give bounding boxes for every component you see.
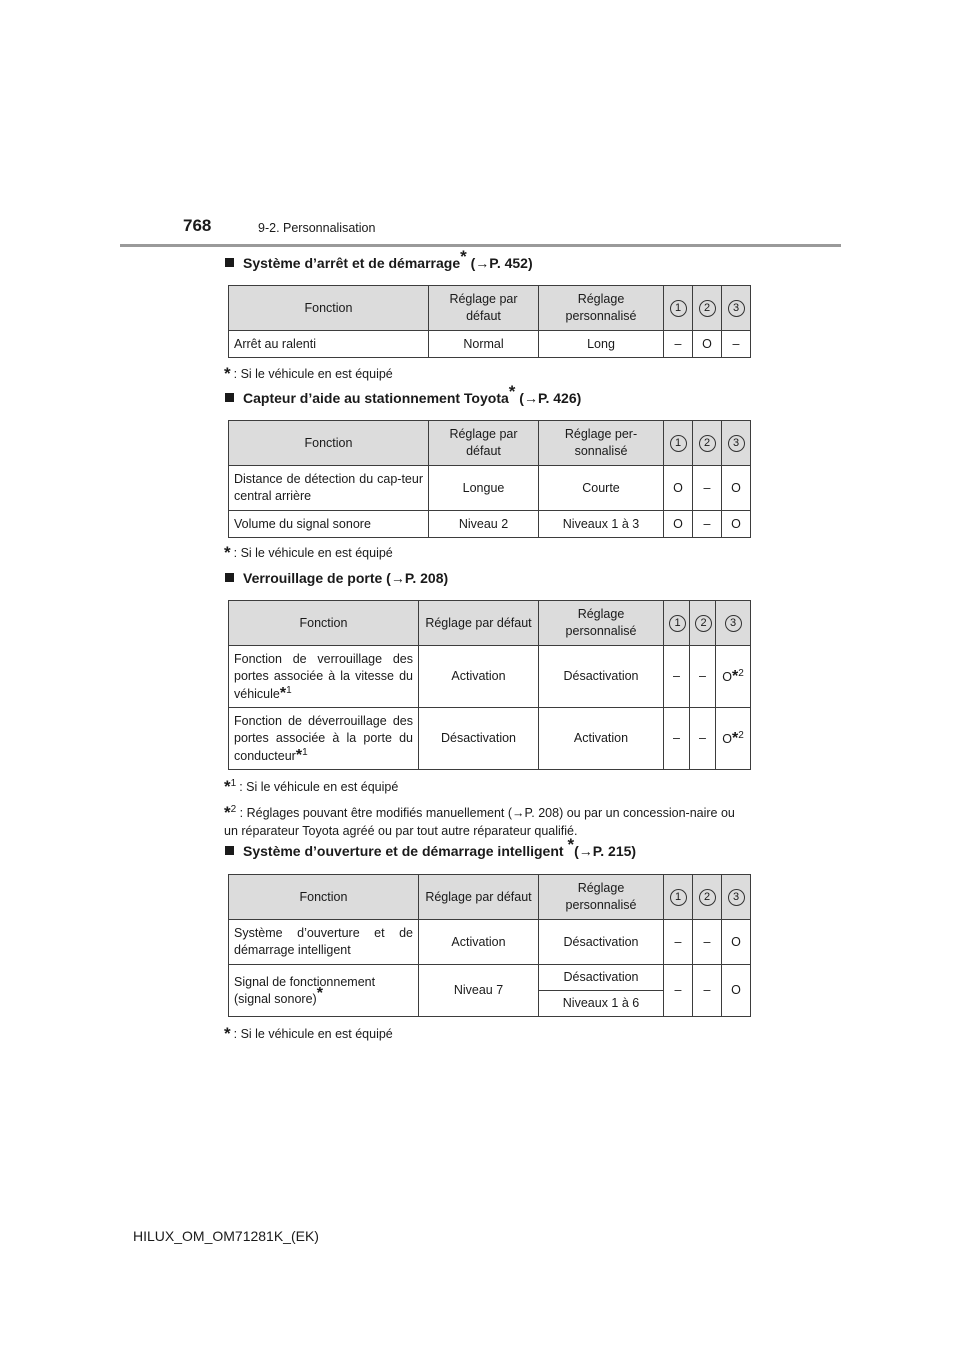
cell-perso: Désactivation	[539, 646, 664, 708]
cell-perso: Désactivation	[539, 965, 664, 991]
footnote-star: *$^1$	[224, 777, 237, 796]
col-header: Fonction	[229, 601, 419, 646]
cell-perso: Niveaux 1 à 6	[539, 991, 664, 1017]
cell-1: –	[664, 965, 693, 1017]
footnote-text: : Réglages pouvant être modifiés manuellement (→P. 208) ou par un concession-naire ou un réparateur Toyota agréé ou par tout autre réparateur qualifié.	[224, 806, 735, 838]
page-reference: (→P. 426)	[515, 390, 582, 406]
table-door-lock	[228, 600, 751, 770]
heading-text: Système d’ouverture et de démarrage intelligent	[243, 843, 568, 859]
cell-1: –	[664, 708, 690, 770]
footnote	[224, 1024, 393, 1044]
page-reference: (→P. 452)	[466, 255, 533, 271]
cell-perso: Niveaux 1 à 3	[539, 511, 664, 538]
col-header: Réglage personnalisé	[539, 286, 664, 331]
col-header: Réglage personnalisé	[539, 601, 664, 646]
col-header	[664, 601, 690, 646]
footnote	[224, 777, 398, 797]
col-header	[664, 286, 693, 331]
footnote-mark: 2	[230, 804, 237, 815]
col-header	[690, 601, 716, 646]
footnote-mark: 1	[286, 684, 292, 696]
footnote-mark: 2	[738, 667, 744, 679]
cell-3	[716, 646, 751, 708]
table-row	[229, 331, 751, 358]
table-row	[229, 708, 751, 770]
circled-number-icon: 2	[699, 435, 716, 452]
cell-2: –	[690, 708, 716, 770]
cell-text: O	[722, 669, 732, 684]
col-header	[693, 875, 722, 920]
circled-number-icon: 1	[670, 300, 687, 317]
col-header: Fonction	[229, 286, 429, 331]
cell-2: –	[693, 466, 722, 511]
section-title: 9-2. Personnalisation	[258, 221, 376, 235]
footnote-mark: 1	[230, 778, 237, 789]
circled-number-icon: 2	[699, 300, 716, 317]
footer-document-code: HILUX_OM_OM71281K_(EK)	[133, 1228, 319, 1244]
circled-number-icon: 3	[728, 435, 745, 452]
footnote-star: *	[316, 984, 323, 1002]
footnote	[224, 364, 393, 384]
heading-stop-start	[225, 247, 533, 271]
cell-perso: Courte	[539, 466, 664, 511]
footnote-text: : Si le véhicule en est équipé	[233, 367, 393, 381]
cell-text: O	[722, 731, 732, 746]
cell-3: O	[722, 965, 751, 1017]
table-row	[229, 511, 751, 538]
circled-number-icon: 3	[728, 300, 745, 317]
col-header: Réglage personnalisé	[539, 875, 664, 920]
page-reference: (→P. 208)	[382, 570, 449, 586]
cell-defaut: Normal	[429, 331, 539, 358]
col-header	[722, 875, 751, 920]
cell-perso: Long	[539, 331, 664, 358]
cell-1: –	[664, 920, 693, 965]
footnote-star: *	[224, 364, 231, 383]
cell-2: –	[690, 646, 716, 708]
footnote-star: *	[224, 1024, 231, 1043]
cell-2: –	[693, 511, 722, 538]
footnote	[224, 801, 750, 840]
cell-defaut: Activation	[419, 646, 539, 708]
footnote-star: *	[567, 835, 575, 854]
cell-text: Signal de fonctionnement (signal sonore)	[234, 974, 376, 1006]
heading-text: Verrouillage de porte	[243, 570, 383, 586]
col-header	[693, 286, 722, 331]
heading-smart-entry	[225, 835, 637, 859]
cell-defaut: Longue	[429, 466, 539, 511]
footnote-mark: 2	[738, 729, 744, 741]
cell-3: O	[722, 466, 751, 511]
col-header: Réglage par défaut	[429, 286, 539, 331]
cell-2: –	[693, 965, 722, 1017]
circled-number-icon: 1	[669, 615, 686, 632]
col-header: Réglage par défaut	[419, 601, 539, 646]
footnote-star: *	[731, 667, 739, 685]
cell-perso: Désactivation	[539, 920, 664, 965]
cell-defaut: Niveau 2	[429, 511, 539, 538]
cell-3: O	[722, 920, 751, 965]
table-smart-entry	[228, 874, 751, 1017]
heading-text: Capteur d’aide au stationnement Toyota	[243, 390, 509, 406]
table-row	[229, 466, 751, 511]
cell-3	[716, 708, 751, 770]
cell-1: –	[664, 331, 693, 358]
cell-text: Fonction de déverrouillage des portes associée à la porte du conducteur	[234, 713, 413, 763]
cell-defaut: Activation	[419, 920, 539, 965]
circled-number-icon: 3	[728, 889, 745, 906]
table-row	[229, 646, 751, 708]
footnote-star: *	[295, 746, 303, 764]
cell-fonction: Volume du signal sonore	[229, 511, 429, 538]
cell-perso: Activation	[539, 708, 664, 770]
header-divider	[120, 244, 841, 247]
col-header: Réglage par défaut	[429, 421, 539, 466]
cell-2: –	[693, 920, 722, 965]
col-header: Réglage par défaut	[419, 875, 539, 920]
table-stop-start	[228, 285, 751, 358]
cell-1: O	[664, 511, 693, 538]
page-reference: (→P. 215)	[574, 843, 637, 859]
cell-fonction	[229, 965, 419, 1017]
cell-fonction	[229, 646, 419, 708]
heading-text: Système d’arrêt et de démarrage	[243, 255, 461, 271]
cell-fonction: Distance de détection du cap-teur central arrière	[229, 466, 429, 511]
cell-3: –	[722, 331, 751, 358]
footnote-star: *$^2$	[224, 803, 237, 822]
circled-number-icon: 1	[670, 889, 687, 906]
col-header	[716, 601, 751, 646]
footnote-star: *	[460, 247, 467, 266]
cell-text: Fonction de verrouillage des portes associée à la vitesse du véhicule	[234, 651, 413, 701]
bullet-square-icon	[225, 573, 234, 582]
col-header	[664, 421, 693, 466]
footnote-mark: 1	[302, 746, 308, 758]
footnote-text: : Si le véhicule en est équipé	[233, 1027, 393, 1041]
cell-1: O	[664, 466, 693, 511]
bullet-square-icon	[225, 393, 234, 402]
footnote-text: : Si le véhicule en est équipé	[233, 546, 393, 560]
circled-number-icon: 1	[670, 435, 687, 452]
cell-3: O	[722, 511, 751, 538]
bullet-square-icon	[225, 258, 234, 267]
page-number: 768	[183, 216, 212, 235]
circled-number-icon: 2	[695, 615, 712, 632]
footnote-text: : Si le véhicule en est équipé	[239, 780, 399, 794]
circled-number-icon: 3	[725, 615, 742, 632]
cell-defaut: Désactivation	[419, 708, 539, 770]
bullet-square-icon	[225, 846, 234, 855]
cell-fonction	[229, 708, 419, 770]
cell-fonction: Arrêt au ralenti	[229, 331, 429, 358]
heading-door-lock	[225, 570, 448, 586]
cell-defaut: Niveau 7	[419, 965, 539, 1017]
col-header	[722, 286, 751, 331]
col-header	[722, 421, 751, 466]
footnote	[224, 543, 393, 563]
col-header: Fonction	[229, 875, 419, 920]
footnote-star: *	[279, 684, 287, 702]
footnote-star: *	[731, 729, 739, 747]
table-parking-sensor	[228, 420, 751, 538]
heading-parking-sensor	[225, 382, 582, 406]
table-row	[229, 965, 751, 991]
footnote-star: *	[508, 382, 516, 401]
circled-number-icon: 2	[699, 889, 716, 906]
col-header	[664, 875, 693, 920]
cell-2: O	[693, 331, 722, 358]
col-header	[693, 421, 722, 466]
cell-fonction: Système d’ouverture et de démarrage intelligent	[229, 920, 419, 965]
col-header: Fonction	[229, 421, 429, 466]
cell-1: –	[664, 646, 690, 708]
table-row	[229, 920, 751, 965]
col-header: Réglage per-sonnalisé	[539, 421, 664, 466]
footnote-star: *	[224, 543, 231, 562]
